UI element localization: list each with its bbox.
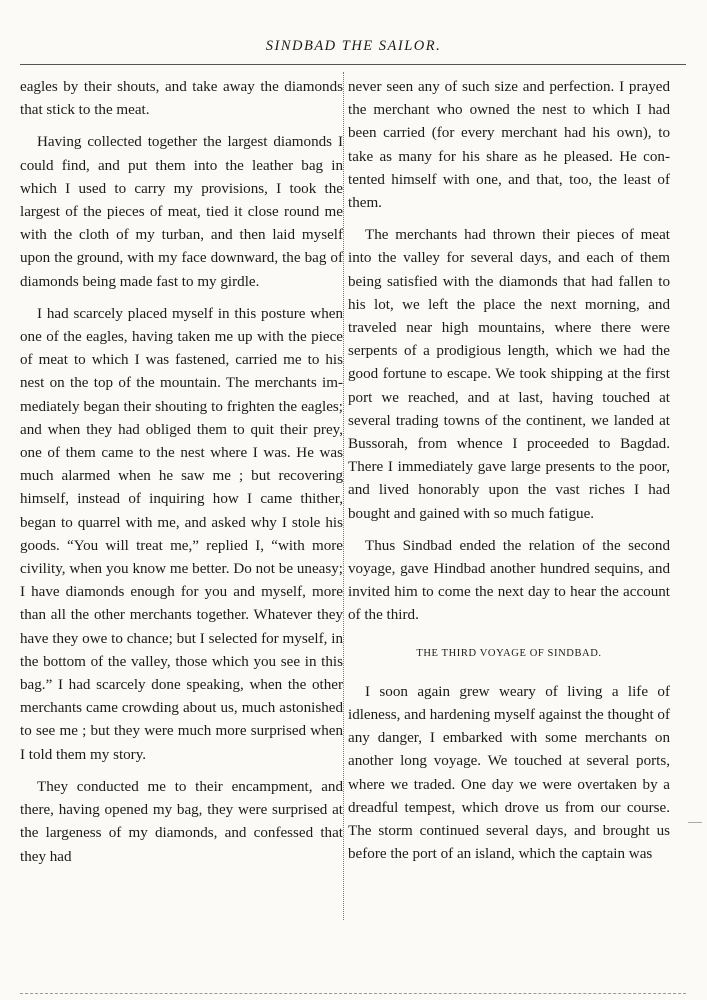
paragraph: never seen any of such size and perfection. I prayed the merchant who owned the nest to which I had been carried (for every merchant had his own), to take as many for his share as he pleased. He contented himself with one, and that, too, the least of them. [348,79,670,212]
paragraph: They conducted me to their encampment, and there, having opened my bag, they were surprised at the largeness of my diamonds, and confessed that they had [20,778,343,865]
running-header: SINDBAD THE SAILOR. [265,38,442,54]
right-column [348,76,670,876]
paragraph: The merchants had thrown their pieces of meat into the valley for several days, and each of them being satisfied with the diamonds that had fallen to his lot, we left the place the next morning, and traveled near high mountains, where there were serpents of a prodigious length, which we had the good fortune to escape. We took shipping at the first port we reached, and at last, having touched at several trading towns of the continent, we landed at Bussorah, from whence I proceeded to Bagdad. There I immediately gave large presents to the poor, and lived honorably upon the vast riches I had bought and gained with so much fatigue. [348,227,670,522]
header-rule [20,64,686,65]
paragraph: Having collected together the largest diamonds I could find, and put them into the leather bag in which I used to carry my provisions, I took the largest of the pieces of meat, tied it close round me with the cloth of my turban, and then laid myself upon the ground, with my face downward, the bag of diamonds being made fast to my girdle. [20,134,343,290]
page-bottom-rule [20,993,686,994]
paragraph: eagles by their shouts, and take away the diamonds that stick to the meat. [20,79,343,119]
paragraph: Thus Sindbad ended the relation of the second voyage, gave Hindbad another hundred sequins, and invited him to come the next day to hear the account of the third. [348,537,670,624]
left-column [20,76,343,878]
paragraph: I soon again grew weary of living a life of idleness, and hardening myself against the thought of any danger, I embarked with some merchants on another long voyage. We touched at several ports, where we traded. One day we were overtaken by a dreadful tempest, which drove us from our course. The storm continued several days, and brought us before the port of an island, which the captain was [348,683,670,863]
margin-mark [688,822,702,823]
paragraph: I had scarcely placed myself in this posture when one of the eagles, having taken me up with the piece of meat to which I was fastened, carried me to his nest on the top of the mountain. The merchants immediately began their shouting to frighten the eagles; and when they had obliged them to quit their prey, one of them came to the nest where I was. He was much alarmed when he saw me ; but recovering himself, instead of inquiring how I came thither, began to quarrel with me, and asked why I stole his goods. “You will treat me,” replied I, “with more civility, when you know me better. Do not be uneasy; I have diamonds enough for you and myself, more than all the other merchants together. Whatever they have they owe to chance; but I selected for myself, in the bottom of the valley, those which you see in this bag.” I had scarcely done speaking, when the other merchants came crowding about us, much astonished to see me ; but they were much more surprised when I told them my story. [20,305,343,763]
section-title: THE THIRD VOYAGE OF SINDBAD. [416,647,602,659]
column-divider [343,72,344,920]
